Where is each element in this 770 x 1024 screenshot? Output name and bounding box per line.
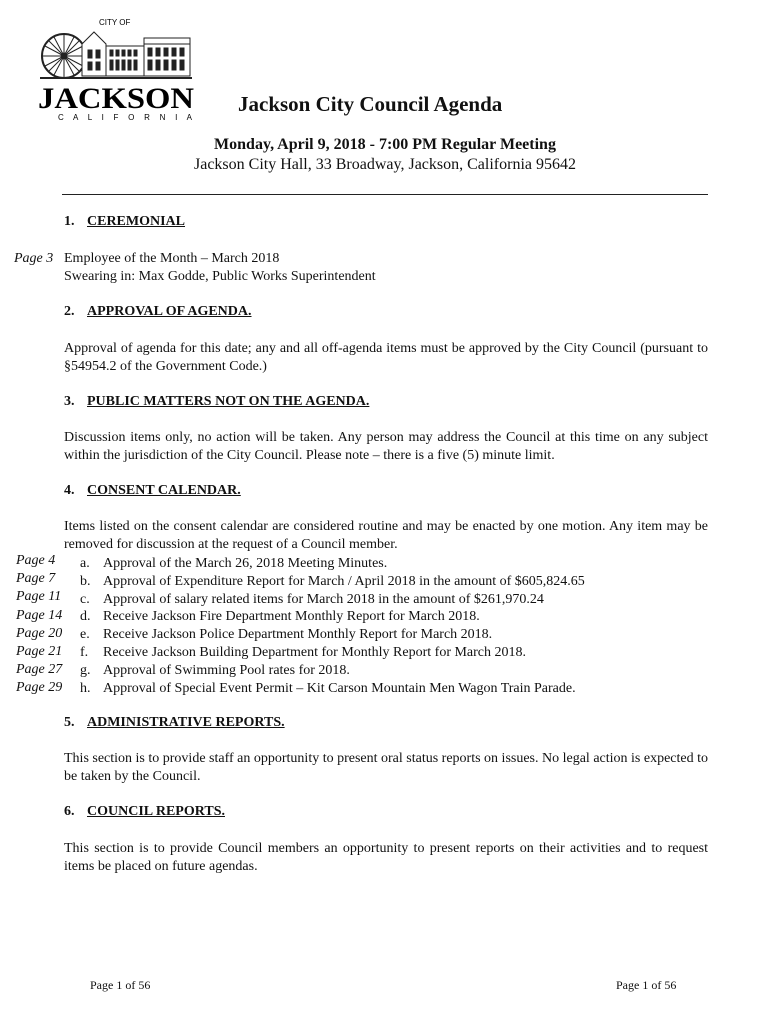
section-heading	[64, 394, 369, 410]
section-number: 5.	[64, 715, 75, 730]
section-heading	[64, 214, 185, 230]
page-reference: Page 7	[16, 571, 56, 586]
page-reference: Page 3	[14, 251, 54, 266]
ferris-wheel-icon	[42, 34, 86, 78]
header-divider	[62, 194, 708, 195]
meeting-address: Jackson City Hall, 33 Broadway, Jackson, California 95642	[193, 156, 576, 173]
page-reference: Page 14	[16, 608, 63, 623]
section-heading	[64, 804, 225, 820]
page-reference: Page 21	[16, 644, 63, 659]
consent-item: Receive Jackson Building Department for Monthly Report for March 2018.	[103, 645, 527, 660]
section-number: 2.	[64, 304, 75, 319]
page-reference: Page 29	[16, 680, 63, 695]
consent-item: Receive Jackson Police Department Monthly Report for March 2018.	[103, 627, 493, 642]
section-title: ADMINISTRATIVE REPORTS.	[87, 715, 285, 730]
logo-top-text: CITY OF	[99, 18, 131, 27]
item-letter: b.	[80, 574, 91, 589]
section-heading	[64, 304, 252, 320]
footer-page-left: Page 1 of 56	[90, 978, 151, 992]
section-number: 3.	[64, 394, 75, 409]
section-description: Discussion items only, no action will be taken. Any person may address the Council at this time on any subject within the jurisdiction of the City Council. Please note – there is a five (5) minute limit.	[64, 430, 708, 463]
agenda-line: Swearing in: Max Godde, Public Works Superintendent	[64, 269, 376, 284]
page-reference: Page 20	[16, 626, 63, 641]
item-letter: g.	[80, 663, 91, 678]
consent-item: Approval of salary related items for March 2018 in the amount of $261,970.24	[103, 592, 544, 607]
consent-item: Receive Jackson Fire Department Monthly Report for March 2018.	[103, 609, 480, 624]
section-description: This section is to provide Council members an opportunity to present reports on their activities and to request items be placed on future agendas.	[64, 841, 708, 874]
consent-item: Approval of the March 26, 2018 Meeting Minutes.	[103, 556, 388, 571]
section-heading	[64, 483, 241, 499]
logo-name: JACKSON	[38, 82, 195, 115]
section-number: 4.	[64, 483, 75, 498]
city-logo	[36, 16, 196, 124]
meeting-info: Monday, April 9, 2018 - 7:00 PM Regular Meeting	[214, 136, 556, 153]
section-title: APPROVAL OF AGENDA.	[87, 304, 252, 319]
agenda-line: Employee of the Month – March 2018	[64, 251, 280, 266]
item-letter: e.	[80, 627, 90, 642]
section-title: CEREMONIAL	[87, 214, 186, 229]
consent-item: Approval of Expenditure Report for March / April 2018 in the amount of $605,824.65	[103, 574, 585, 589]
page-title: Jackson City Council Agenda	[238, 92, 503, 116]
section-title: PUBLIC MATTERS NOT ON THE AGENDA.	[87, 394, 370, 409]
section-heading	[64, 715, 285, 731]
section-description: Items listed on the consent calendar are considered routine and may be enacted by one motion. Any item may be removed for discussion at the request of a Council member.	[64, 519, 708, 552]
consent-item: Approval of Swimming Pool rates for 2018.	[103, 663, 350, 678]
footer-page-right: Page 1 of 56	[616, 978, 677, 992]
page-reference: Page 27	[16, 662, 63, 677]
item-letter: h.	[80, 681, 91, 696]
item-letter: c.	[80, 592, 90, 607]
page-reference: Page 11	[16, 589, 62, 604]
item-letter: a.	[80, 556, 90, 571]
section-title: COUNCIL REPORTS.	[87, 804, 225, 819]
section-description: This section is to provide staff an opportunity to present oral status reports on issues. No legal action is expected to be taken by the Council.	[64, 751, 708, 784]
section-number: 6.	[64, 804, 75, 819]
consent-item: Approval of Special Event Permit – Kit Carson Mountain Men Wagon Train Parade.	[103, 681, 576, 696]
section-number: 1.	[64, 214, 75, 229]
section-description: Approval of agenda for this date; any and all off-agenda items must be approved by the City Council (pursuant to §54954.2 of the Government Code.)	[64, 341, 708, 374]
item-letter: d.	[80, 609, 91, 624]
item-letter: f.	[80, 645, 89, 660]
page-reference: Page 4	[16, 553, 56, 568]
logo-sub: C A L I F O R N I A	[58, 113, 192, 122]
section-title: CONSENT CALENDAR.	[87, 483, 241, 498]
